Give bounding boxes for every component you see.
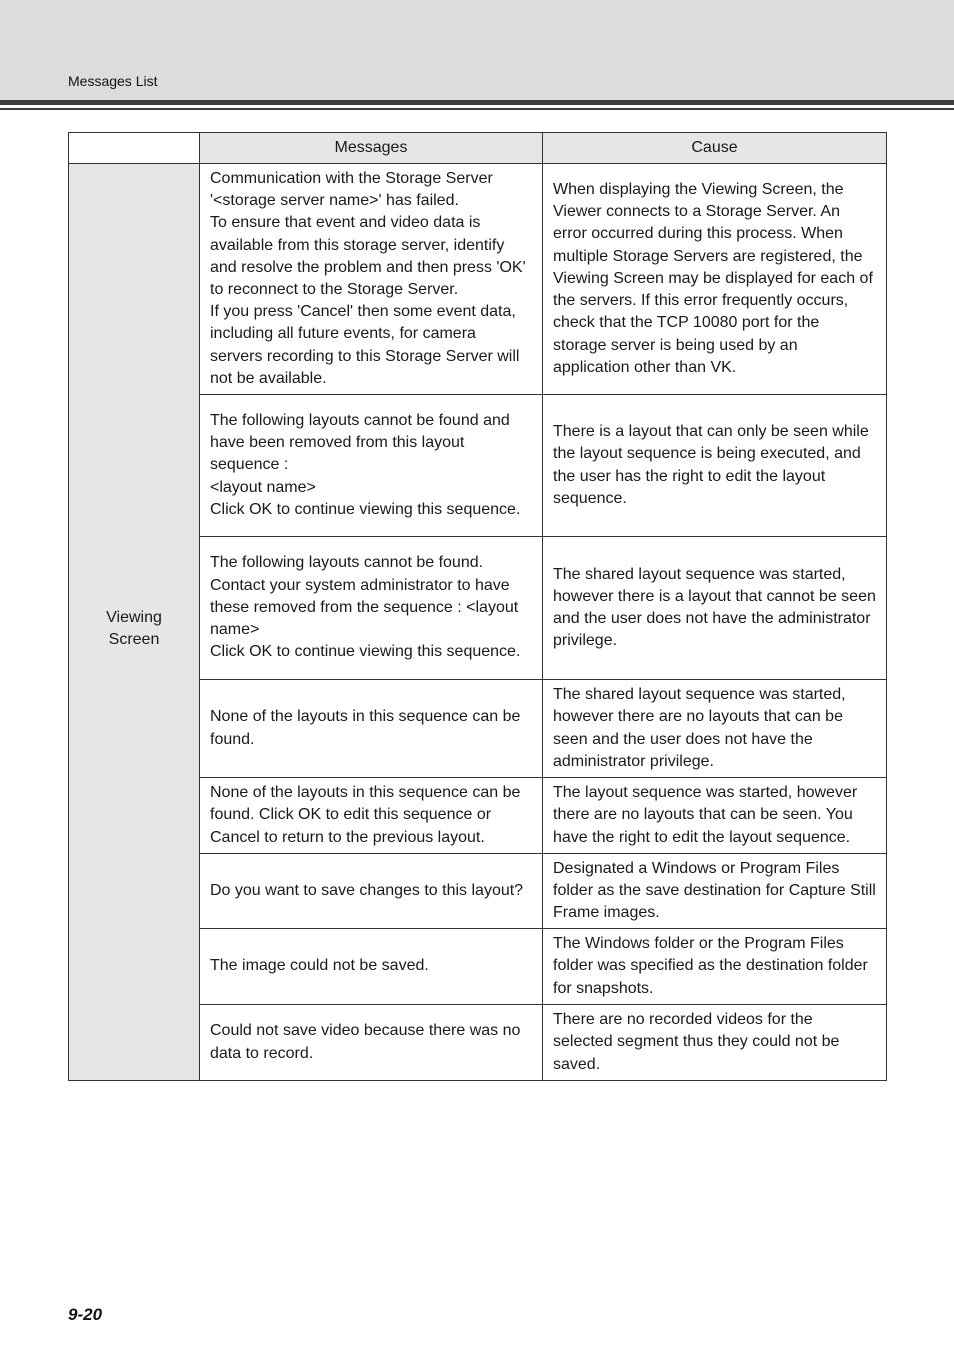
message-cell: Communication with the Storage Server '<storage server name>' has failed. To ensure that event and video data is available from this storage server, identify and resolve the problem and then press 'OK' to reconnect to the Storage Server. If you press 'Cancel' then some event data, including all future events, for camera servers recording to this Storage Server will not be available. (200, 164, 543, 395)
cause-cell: The shared layout sequence was started, however there is a layout that cannot be seen and the user does not have the administrator privilege. (543, 537, 887, 680)
message-cell: The following layouts cannot be found and have been removed from this layout sequence : <layout name> Click OK to continue viewing this sequence. (200, 395, 543, 537)
group-label-text: Viewing Screen (106, 608, 162, 648)
column-header-messages: Messages (200, 133, 543, 164)
header-rule-thin (0, 108, 954, 110)
cause-cell: Designated a Windows or Program Files folder as the save destination for Capture Still Frame images. (543, 854, 887, 929)
message-cell: None of the layouts in this sequence can be found. Click OK to edit this sequence or Cancel to return to the previous layout. (200, 778, 543, 854)
cause-cell: The Windows folder or the Program Files folder was specified as the destination folder for snapshots. (543, 929, 887, 1005)
message-cell: The image could not be saved. (200, 929, 543, 1005)
message-cell: Could not save video because there was no data to record. (200, 1005, 543, 1081)
cause-cell: The shared layout sequence was started, however there are no layouts that can be seen and the user does not have the administrator privilege. (543, 680, 887, 778)
column-header-blank (69, 133, 200, 164)
column-header-cause: Cause (543, 133, 887, 164)
table-row (69, 164, 887, 395)
messages-table (68, 132, 887, 1081)
page-number: 9-20 (68, 1305, 103, 1324)
group-label-viewing-screen (69, 164, 200, 1081)
cause-cell: When displaying the Viewing Screen, the Viewer connects to a Storage Server. An error occurred during this process. When multiple Storage Servers are registered, the Viewing Screen may be displayed for each of the servers. If this error frequently occurs, check that the TCP 10080 port for the storage server is being used by an application other than VK. (543, 164, 887, 395)
cause-cell: There is a layout that can only be seen while the layout sequence is being executed, and the user has the right to edit the layout sequence. (543, 395, 887, 537)
table-header-row (69, 133, 887, 164)
cause-cell: The layout sequence was started, however there are no layouts that can be seen. You have the right to edit the layout sequence. (543, 778, 887, 854)
section-title: Messages List (68, 73, 158, 89)
header-rule-thick (0, 100, 954, 105)
message-cell: The following layouts cannot be found. Contact your system administrator to have these removed from the sequence : <layout name> Click OK to continue viewing this sequence. (200, 537, 543, 680)
message-cell: Do you want to save changes to this layout? (200, 854, 543, 929)
cause-cell: There are no recorded videos for the selected segment thus they could not be saved. (543, 1005, 887, 1081)
message-cell: None of the layouts in this sequence can be found. (200, 680, 543, 778)
